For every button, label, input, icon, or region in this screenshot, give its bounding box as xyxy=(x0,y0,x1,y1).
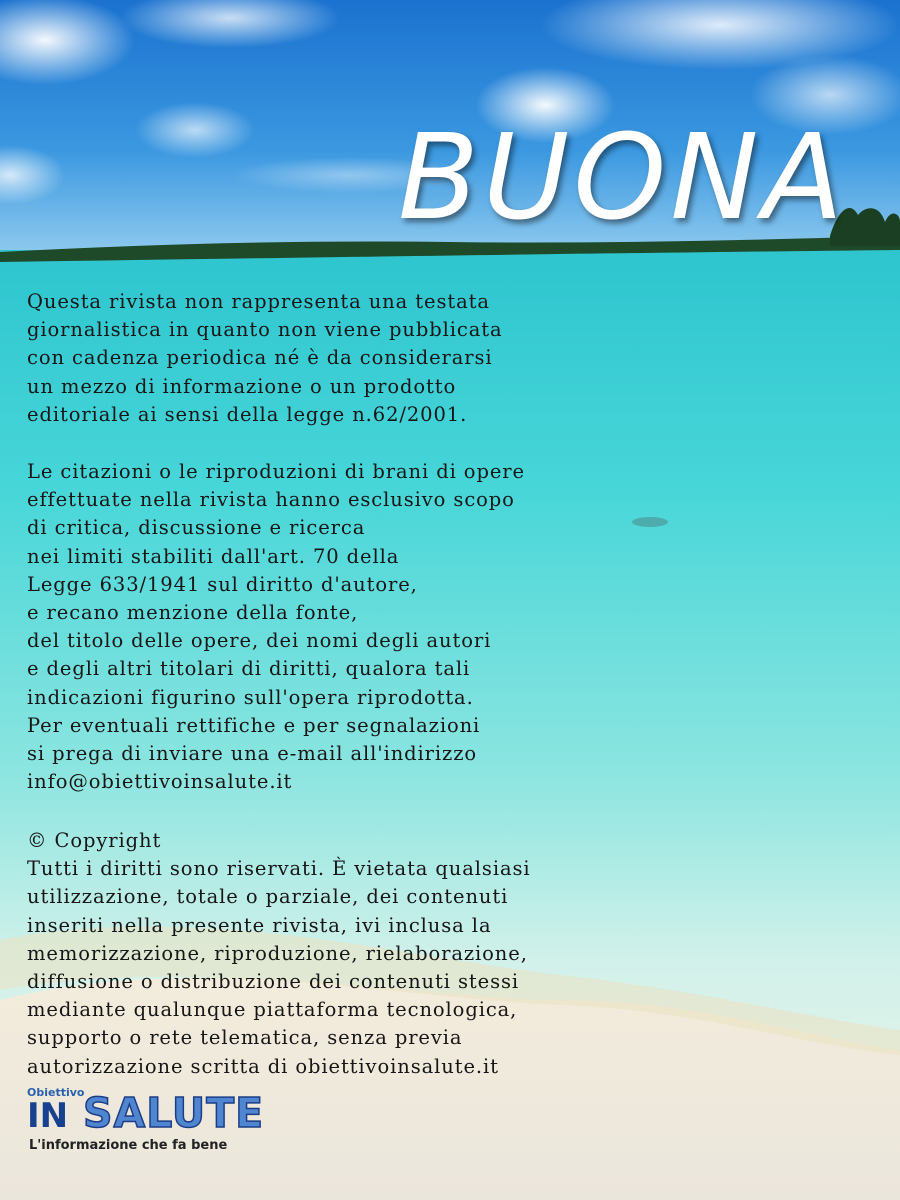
headline: BUONA xyxy=(398,108,848,246)
copyright-paragraph: © Copyright Tutti i diritti sono riservati. È vietata qualsiasi utilizzazione, totale o parziale, dei contenuti inseriti nella presente rivista, ivi inclusa la memorizzazione, riproduzione, rielaborazione, diffusione o distribuzione dei contenuti stessi mediante qualunque piattaforma tecnologica, supporto o rete telematica, senza previa autorizzazione scritta di obiettivoinsalute.it xyxy=(27,829,531,1078)
disclaimer-paragraph-1: Questa rivista non rappresenta una testata giornalistica in quanto non viene pubblicata con cadenza periodica né è da considerarsi un mezzo di informazione o un prodotto editoriale ai sensi della legge n.62/2001. xyxy=(27,290,503,426)
logo-word-salute: SALUTE xyxy=(83,1089,265,1137)
logo-word-in: IN xyxy=(27,1096,69,1136)
logo-prefix: Obiettivo xyxy=(27,1086,85,1099)
disclaimer-paragraph-2: Le citazioni o le riproduzioni di brani di opere effettuate nella rivista hanno esclusivo scopo di critica, discussione e ricerca nei limiti stabiliti dall'art. 70 della Legge 633/1941 sul diritto d'autore, e recano menzione della fonte, del titolo delle opere, dei nomi degli autori e degli altri titolari di diritti, qualora tali indicazioni figurino sull'opera riprodotta. Per eventuali rettifiche e per segnalazioni si prega di inviare una e-mail all'indirizzo info@obiettivoinsalute.it xyxy=(27,460,525,794)
obiettivo-in-salute-logo xyxy=(27,1086,267,1158)
logo-tagline: L'informazione che fa bene xyxy=(29,1138,228,1153)
